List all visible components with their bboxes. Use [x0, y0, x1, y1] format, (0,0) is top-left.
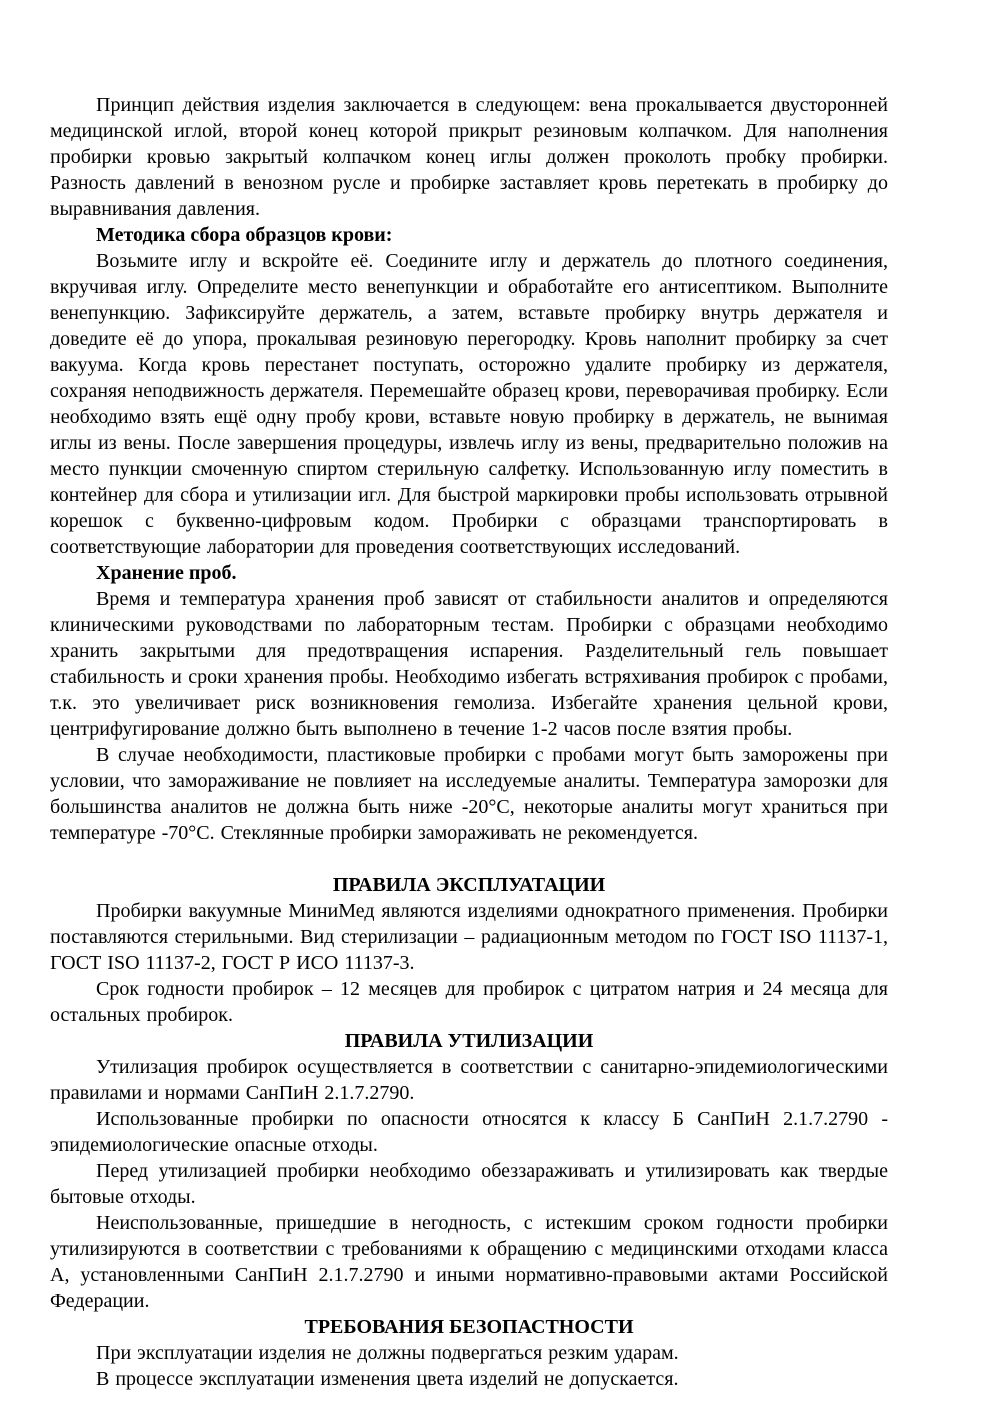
- paragraph-operating-principle: Принцип действия изделия заключается в следующем: вена прокалывается двусторонней медицинской иглой, второй конец которой прикрыт резиновым колпачком. Для наполнения пробирки кровью закрытый колпачком конец иглы должен проколоть пробку пробирки. Разность давлений в венозном русле и пробирке заставляет кровь перетекать в пробирку до выравнивания давления.: [50, 94, 888, 220]
- paragraph-collection-procedure: Возьмите иглу и вскройте её. Соедините иглу и держатель до плотного соединения, вкручивая иглу. Определите место венепункции и обработайте его антисептиком. Выполните венепункцию. Зафиксируйте держатель, а затем, вставьте пробирку внутрь держателя и доведите её до упора, прокалывая резиновую перегородку. Кровь наполнит пробирку за счет вакуума. Когда кровь перестанет поступать, осторожно удалите пробирку из держателя, сохраняя неподвижность держателя. Перемешайте образец крови, переворачивая пробирку. Если необходимо взять ещё одну пробу крови, вставьте новую пробирку в держатель, не вынимая иглы из вены. После завершения процедуры, извлечь иглу из вены, предварительно положив на место пункции смоченную спиртом стерильную салфетку. Использованную иглу поместить в контейнер для сбора и утилизации игл. Для быстрой маркировки пробы использовать отрывной корешок с буквенно-цифровым кодом. Пробирки с образцами транспортировать в соответствующие лаборатории для проведения соответствующих исследований.: [50, 250, 888, 558]
- heading-disposal-rules: ПРАВИЛА УТИЛИЗАЦИИ: [344, 1030, 594, 1052]
- paragraph-impact-warning: При эксплуатации изделия не должны подвергаться резким ударам.: [96, 1342, 679, 1364]
- paragraph-storage-conditions: Время и температура хранения проб зависят от стабильности аналитов и определяются клиническими руководствами по лабораторным тестам. Пробирки с образцами необходимо хранить закрытыми для предотвращения испарения. Разделительный гель повышает стабильность и сроки хранения пробы. Необходимо избегать встряхивания пробирок с пробами, т.к. это увеличивает риск возникновения гемолиза. Избегайте хранения цельной крови, центрифугирование должно быть выполнено в течение 1-2 часов после взятия пробы.: [50, 588, 888, 740]
- paragraph-shelf-life: Срок годности пробирок – 12 месяцев для пробирок с цитратом натрия и 24 месяца для остальных пробирок.: [50, 978, 888, 1026]
- heading-blood-collection-method: Методика сбора образцов крови:: [96, 224, 393, 246]
- paragraph-color-change: В процессе эксплуатации изменения цвета изделий не допускается.: [96, 1368, 679, 1390]
- heading-sample-storage: Хранение проб.: [96, 562, 237, 584]
- paragraph-unused-tubes-disposal: Неиспользованные, пришедшие в негодность, с истекшим сроком годности пробирки утилизируются в соответствии с требованиями к обращению с медицинскими отходами класса А, установленными СанПиН 2.1.7.2790 и иными нормативно-правовыми актами Российской Федерации.: [50, 1212, 888, 1312]
- paragraph-used-tubes-class-b: Использованные пробирки по опасности относятся к классу Б СанПиН 2.1.7.2790 - эпидемиологические опасные отходы.: [50, 1108, 888, 1156]
- heading-operation-rules: ПРАВИЛА ЭКСПЛУАТАЦИИ: [332, 874, 606, 896]
- paragraph-freezing-conditions: В случае необходимости, пластиковые пробирки с пробами могут быть заморожены при условии, что замораживание не повлияет на исследуемые аналиты. Температура заморозки для большинства аналитов не должна быть ниже -20°С, некоторые аналиты могут храниться при температуре -70°С. Стеклянные пробирки замораживать не рекомендуется.: [50, 744, 888, 844]
- paragraph-decontamination: Перед утилизацией пробирки необходимо обеззараживать и утилизировать как твердые бытовые отходы.: [50, 1160, 888, 1208]
- paragraph-disposal-sanpin: Утилизация пробирок осуществляется в соответствии с санитарно-эпидемиологическими правилами и нормами СанПиН 2.1.7.2790.: [50, 1056, 888, 1104]
- paragraph-single-use-sterilization: Пробирки вакуумные МиниМед являются изделиями однократного применения. Пробирки поставляются стерильными. Вид стерилизации – радиационным методом по ГОСТ ISO 11137-1, ГОСТ ISO 11137-2, ГОСТ Р ИСО 11137-3.: [50, 900, 888, 974]
- heading-safety-requirements: ТРЕБОВАНИЯ БЕЗОПАСТНОСТИ: [304, 1316, 634, 1338]
